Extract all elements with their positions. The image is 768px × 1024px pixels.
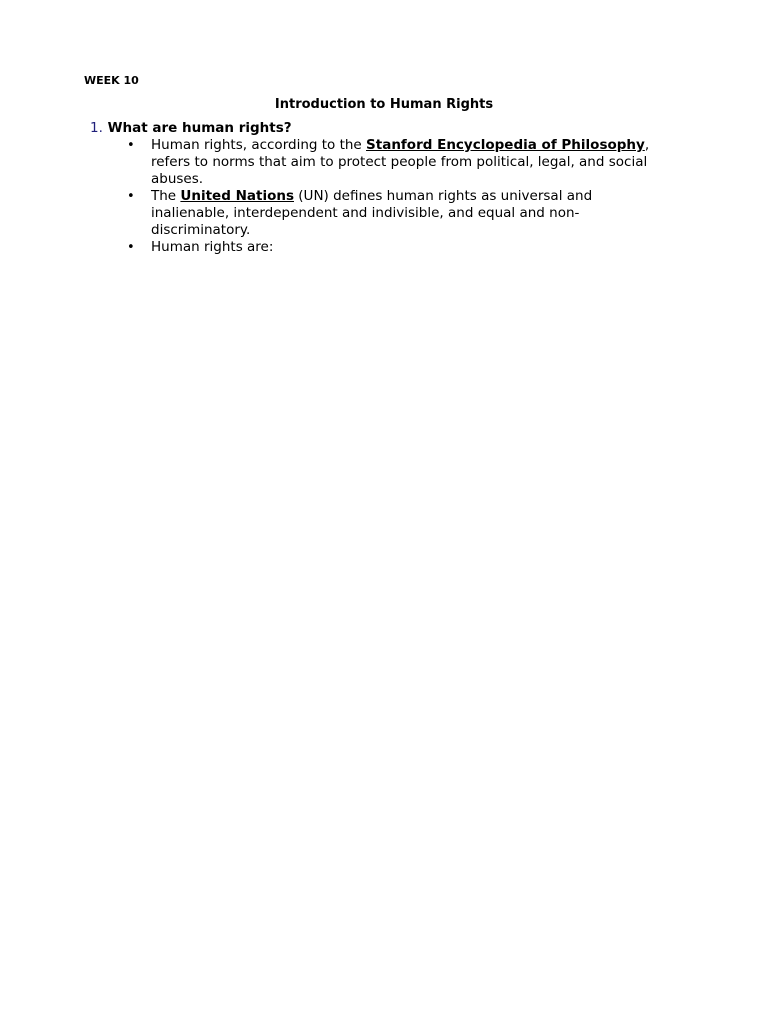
bullet-text-after: (UN) defines human rights as universal and inalienable, interdependent and indivisible, and equal and non-discriminatory.: [151, 188, 593, 238]
document-title-text: Introduction to Human Rights: [274, 97, 494, 112]
document-title: [0, 97, 768, 112]
bullet-list: [124, 137, 664, 256]
bullet-text-before: Human rights, according to the: [151, 137, 367, 153]
bullet-text-after: , refers to norms that aim to protect people from political, legal, and social abuses.: [151, 137, 650, 187]
list-item: [124, 239, 664, 256]
list-item: [124, 188, 664, 239]
stanford-encyclopedia-link[interactable]: Stanford Encyclopedia of Philosophy: [366, 137, 645, 153]
question-heading: [90, 120, 292, 137]
list-item: [124, 137, 664, 188]
question-text: What are human rights?: [107, 120, 292, 136]
bullet-text-before: Human rights are:: [151, 239, 274, 255]
bullet-icon: •: [127, 138, 135, 153]
bullet-text-before: The: [151, 188, 181, 204]
united-nations-link[interactable]: United Nations: [180, 188, 294, 204]
bullet-icon: •: [127, 189, 135, 204]
question-number: 1.: [90, 120, 103, 136]
week-label: WEEK 10: [84, 74, 139, 87]
bullet-icon: •: [127, 240, 135, 255]
